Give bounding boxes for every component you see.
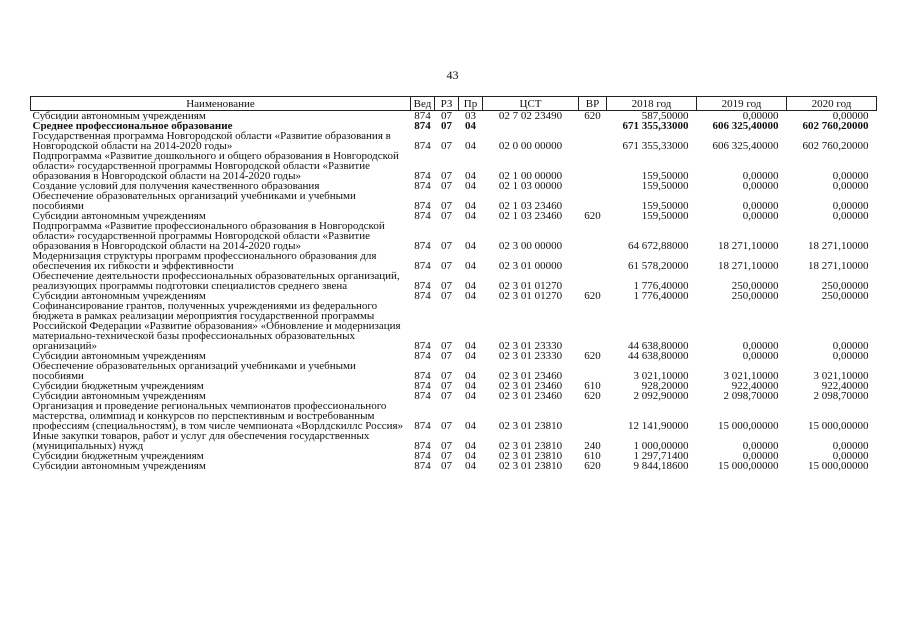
row-ved-cell: 874	[414, 240, 431, 251]
row-2019-cell: 606 325,40000	[712, 140, 779, 151]
row-2020-cell: 250,00000	[821, 291, 869, 301]
row-rz-cell: 07	[441, 351, 452, 361]
row-vr-cell: 240	[584, 440, 601, 451]
row-2019-cell: 0,00000	[742, 440, 779, 451]
row-vr-cell	[579, 181, 607, 191]
row-rz-cell: 07	[441, 280, 452, 291]
row-2018-cell: 3 021,10000	[633, 370, 689, 381]
row-2018-cell: 9 844,18600	[633, 461, 689, 471]
row-cst-cell: 02 3 01 01270	[498, 291, 563, 301]
row-rz-cell: 07	[441, 461, 452, 471]
row-2018-cell: 1 776,40000	[633, 280, 689, 291]
header-vr: ВР	[579, 97, 607, 111]
row-rz-cell: 07	[441, 391, 452, 401]
row-pr-cell: 03	[465, 110, 476, 121]
row-ved-cell: 874	[414, 370, 431, 381]
table-row	[31, 191, 877, 211]
table-row	[31, 401, 877, 431]
row-2020-cell: 0,00000	[832, 181, 869, 191]
header-cst: ЦСТ	[483, 97, 579, 111]
row-ved-cell: 874	[414, 340, 431, 351]
row-vr-cell: 610	[584, 381, 601, 391]
row-name-cell: Обеспечение деятельности профессиональных образовательных организаций, реализующих программы подготовки специалистов среднего звена	[32, 271, 400, 291]
row-vr-cell	[579, 191, 607, 211]
row-name-cell: Подпрограмма «Развитие профессионального образования в Новгородской области» государственной программы Новгородской области «Развитие образования в Новгородской области на 2014-2020 годы»	[32, 221, 385, 251]
row-2020-cell: 0,00000	[832, 170, 869, 181]
row-2019-cell: 922,40000	[731, 381, 779, 391]
row-ved-cell: 874	[414, 381, 431, 391]
row-rz-cell: 07	[441, 211, 452, 221]
row-cst-cell: 02 3 01 23810	[498, 461, 563, 471]
row-ved-cell: 874	[414, 451, 431, 461]
row-ved-cell: 874	[414, 280, 431, 291]
row-pr-cell: 04	[465, 291, 476, 301]
row-pr-cell: 04	[465, 170, 476, 181]
row-cst-cell: 02 3 00 00000	[498, 240, 563, 251]
row-vr-cell	[579, 401, 607, 431]
row-name-cell: Среднее профессиональное образование	[32, 121, 233, 131]
row-ved-cell: 874	[414, 181, 431, 191]
table-header-row	[31, 97, 877, 111]
row-name-cell: Субсидии автономным учреждениям	[32, 110, 206, 121]
row-vr-cell: 620	[584, 461, 601, 471]
row-2020-cell: 0,00000	[832, 351, 869, 361]
row-pr-cell: 04	[465, 211, 476, 221]
row-pr-cell: 04	[465, 121, 476, 131]
table-row	[31, 451, 877, 461]
table-row	[31, 301, 877, 351]
table-row	[31, 271, 877, 291]
row-2019-cell: 2 098,70000	[723, 391, 779, 401]
table-row	[31, 111, 877, 122]
row-cst-cell: 02 3 01 23810	[498, 440, 563, 451]
budget-table	[30, 96, 877, 471]
row-vr-cell	[579, 121, 607, 131]
row-2018-cell: 1 297,71400	[633, 451, 689, 461]
row-cst-cell: 02 3 01 01270	[498, 280, 563, 291]
row-cst-cell: 02 1 03 23460	[498, 211, 563, 221]
table-row	[31, 351, 877, 361]
row-cst-cell: 02 7 02 23490	[498, 110, 563, 121]
table-row	[31, 211, 877, 221]
row-pr-cell: 04	[465, 351, 476, 361]
row-cst-cell: 02 3 01 00000	[498, 260, 563, 271]
row-2019-cell: 0,00000	[742, 110, 779, 121]
row-vr-cell	[579, 301, 607, 351]
row-ved-cell: 874	[414, 170, 431, 181]
header-pr: Пр	[459, 97, 483, 111]
row-name-cell: Модернизация структуры программ профессионального образования для обеспечения их гибкости и эффективности	[32, 251, 377, 271]
row-vr-cell: 620	[584, 351, 601, 361]
row-2018-cell: 1 000,00000	[633, 440, 689, 451]
row-cst-cell: 02 3 01 23460	[498, 370, 563, 381]
row-name-cell: Организация и проведение региональных чемпионатов профессионального мастерства, олимпиад и конкурсов по перспективным и востребованным профессиям (специальностям), в том числе чемпионата «Ворлдскиллс Россия»	[32, 401, 404, 431]
row-2019-cell: 3 021,10000	[723, 370, 779, 381]
row-2020-cell: 0,00000	[832, 110, 869, 121]
row-rz-cell: 07	[441, 200, 452, 211]
row-vr-cell	[579, 271, 607, 291]
row-ved-cell: 874	[414, 140, 431, 151]
row-vr-cell: 620	[584, 291, 601, 301]
row-name-cell: Субсидии автономным учреждениям	[32, 211, 206, 221]
row-pr-cell: 04	[465, 280, 476, 291]
row-pr-cell: 04	[465, 200, 476, 211]
header-ved: Вед	[411, 97, 435, 111]
row-cst-cell: 02 3 01 23810	[498, 420, 563, 431]
row-ved-cell: 874	[414, 211, 431, 221]
row-rz-cell: 07	[441, 451, 452, 461]
row-2018-cell: 44 638,80000	[628, 351, 689, 361]
row-vr-cell	[579, 151, 607, 181]
row-pr-cell: 04	[465, 440, 476, 451]
row-rz-cell: 07	[441, 140, 452, 151]
table-row	[31, 291, 877, 301]
table-row	[31, 221, 877, 251]
row-2020-cell: 250,00000	[821, 280, 869, 291]
row-2020-cell: 15 000,00000	[808, 420, 869, 431]
row-ved-cell: 874	[414, 121, 431, 131]
row-2018-cell: 159,50000	[641, 200, 689, 211]
table-row	[31, 381, 877, 391]
row-2020-cell: 15 000,00000	[808, 461, 869, 471]
row-2018-cell: 671 355,33000	[622, 121, 689, 131]
row-name-cell: Обеспечение образовательных организаций учебниками и учебными пособиями	[32, 191, 356, 211]
row-cst-cell: 02 1 00 00000	[498, 170, 563, 181]
row-2020-cell: 0,00000	[832, 200, 869, 211]
row-ved-cell: 874	[414, 440, 431, 451]
row-2020-cell: 602 760,20000	[802, 140, 869, 151]
row-name-cell: Подпрограмма «Развитие дошкольного и общего образования в Новгородской области» государственной программы Новгородской области «Развитие образования в Новгородской области на 2014-2020 годы»	[32, 151, 399, 181]
row-rz-cell: 07	[441, 181, 452, 191]
row-2018-cell: 159,50000	[641, 181, 689, 191]
row-2019-cell: 0,00000	[742, 200, 779, 211]
row-cst-cell: 02 3 01 23460	[498, 391, 563, 401]
row-2020-cell: 2 098,70000	[813, 391, 869, 401]
row-name-cell: Софинансирование грантов, полученных учреждениями из федерального бюджета в рамках реализации мероприятия государственной программы Российской Федерации «Развитие образования» «Обновление и модернизация материально-технической базы профессиональных образовательных организаций»	[32, 301, 401, 351]
row-2018-cell: 159,50000	[641, 211, 689, 221]
row-rz-cell: 07	[441, 381, 452, 391]
row-name-cell: Субсидии бюджетным учреждениям	[32, 451, 204, 461]
header-name: Наименование	[31, 97, 411, 111]
row-pr-cell: 04	[465, 420, 476, 431]
row-2020-cell: 18 271,10000	[808, 240, 869, 251]
row-rz-cell: 07	[441, 340, 452, 351]
row-2019-cell: 606 325,40000	[712, 121, 779, 131]
row-vr-cell	[579, 361, 607, 381]
row-name-cell: Субсидии автономным учреждениям	[32, 461, 206, 471]
row-2018-cell: 12 141,90000	[628, 420, 689, 431]
row-name-cell: Субсидии автономным учреждениям	[32, 291, 206, 301]
page-number: 43	[446, 68, 459, 82]
row-vr-cell	[579, 131, 607, 151]
table-row	[31, 251, 877, 271]
row-cst-cell: 02 3 01 23810	[498, 451, 563, 461]
row-2019-cell: 250,00000	[731, 280, 779, 291]
row-cst-cell: 02 3 01 23460	[498, 381, 563, 391]
row-vr-cell: 620	[584, 211, 601, 221]
row-2018-cell: 2 092,90000	[633, 391, 689, 401]
row-name-cell: Субсидии автономным учреждениям	[32, 391, 206, 401]
table-row	[31, 131, 877, 151]
row-2018-cell: 928,20000	[641, 381, 689, 391]
row-vr-cell	[579, 251, 607, 271]
table-row	[31, 461, 877, 471]
row-2018-cell: 671 355,33000	[622, 140, 689, 151]
row-vr-cell: 620	[584, 110, 601, 121]
header-2018: 2018 год	[607, 97, 697, 111]
row-rz-cell: 07	[441, 260, 452, 271]
row-2019-cell: 15 000,00000	[718, 420, 779, 431]
row-2020-cell: 0,00000	[832, 211, 869, 221]
row-2020-cell: 0,00000	[832, 451, 869, 461]
row-2020-cell: 922,40000	[821, 381, 869, 391]
row-name-cell: Иные закупки товаров, работ и услуг для обеспечения государственных (муниципальных) нужд	[32, 431, 370, 451]
row-rz-cell: 07	[441, 110, 452, 121]
row-name-cell: Государственная программа Новгородской области «Развитие образования в Новгородской области на 2014-2020 годы»	[32, 131, 391, 151]
row-cst-cell	[483, 121, 579, 131]
row-rz-cell: 07	[441, 291, 452, 301]
row-ved-cell: 874	[414, 200, 431, 211]
row-2019-cell: 0,00000	[742, 181, 779, 191]
row-ved-cell: 874	[414, 110, 431, 121]
row-rz-cell: 07	[441, 420, 452, 431]
row-pr-cell: 04	[465, 260, 476, 271]
row-2019-cell: 18 271,10000	[718, 260, 779, 271]
row-ved-cell: 874	[414, 461, 431, 471]
row-ved-cell: 874	[414, 260, 431, 271]
row-pr-cell: 04	[465, 451, 476, 461]
row-cst-cell: 02 1 03 23460	[498, 200, 563, 211]
table-row	[31, 361, 877, 381]
row-cst-cell: 02 3 01 23330	[498, 351, 563, 361]
row-2018-cell: 64 672,88000	[628, 240, 689, 251]
row-ved-cell: 874	[414, 351, 431, 361]
row-rz-cell: 07	[441, 370, 452, 381]
header-2019: 2019 год	[697, 97, 787, 111]
row-cst-cell: 02 1 03 00000	[498, 181, 563, 191]
row-2019-cell: 0,00000	[742, 451, 779, 461]
table-row	[31, 121, 877, 131]
row-2019-cell: 250,00000	[731, 291, 779, 301]
header-2020: 2020 год	[787, 97, 877, 111]
row-2019-cell: 0,00000	[742, 170, 779, 181]
row-2019-cell: 0,00000	[742, 211, 779, 221]
row-pr-cell: 04	[465, 381, 476, 391]
row-pr-cell: 04	[465, 391, 476, 401]
row-pr-cell: 04	[465, 461, 476, 471]
table-row	[31, 391, 877, 401]
row-pr-cell: 04	[465, 140, 476, 151]
row-2018-cell: 61 578,20000	[628, 260, 689, 271]
row-rz-cell: 07	[441, 170, 452, 181]
row-rz-cell: 07	[441, 240, 452, 251]
row-2018-cell: 587,50000	[641, 110, 689, 121]
row-2019-cell: 15 000,00000	[718, 461, 779, 471]
row-name-cell: Субсидии автономным учреждениям	[32, 351, 206, 361]
row-2020-cell: 3 021,10000	[813, 370, 869, 381]
row-2019-cell: 0,00000	[742, 340, 779, 351]
row-2020-cell: 18 271,10000	[808, 260, 869, 271]
row-2020-cell: 0,00000	[832, 340, 869, 351]
row-vr-cell: 610	[584, 451, 601, 461]
row-2020-cell: 602 760,20000	[802, 121, 869, 131]
table-row	[31, 431, 877, 451]
row-2018-cell: 44 638,80000	[628, 340, 689, 351]
row-vr-cell	[579, 221, 607, 251]
row-ved-cell: 874	[414, 291, 431, 301]
row-pr-cell: 04	[465, 240, 476, 251]
row-rz-cell: 07	[441, 121, 452, 131]
row-pr-cell: 04	[465, 370, 476, 381]
row-pr-cell: 04	[465, 181, 476, 191]
row-ved-cell: 874	[414, 420, 431, 431]
table-body	[31, 111, 877, 472]
row-cst-cell: 02 3 01 23330	[498, 340, 563, 351]
row-2020-cell: 0,00000	[832, 440, 869, 451]
row-2018-cell: 159,50000	[641, 170, 689, 181]
row-name-cell: Обеспечение образовательных организаций учебниками и учебными пособиями	[32, 361, 356, 381]
row-name-cell: Субсидии бюджетным учреждениям	[32, 381, 204, 391]
table-row	[31, 181, 877, 191]
row-2018-cell: 1 776,40000	[633, 291, 689, 301]
row-ved-cell: 874	[414, 391, 431, 401]
row-vr-cell: 620	[584, 391, 601, 401]
row-2019-cell: 0,00000	[742, 351, 779, 361]
row-cst-cell: 02 0 00 00000	[498, 140, 563, 151]
row-pr-cell: 04	[465, 340, 476, 351]
row-name-cell: Создание условий для получения качественного образования	[32, 181, 320, 191]
row-2019-cell: 18 271,10000	[718, 240, 779, 251]
header-rz: РЗ	[435, 97, 459, 111]
row-rz-cell: 07	[441, 440, 452, 451]
table-row	[31, 151, 877, 181]
